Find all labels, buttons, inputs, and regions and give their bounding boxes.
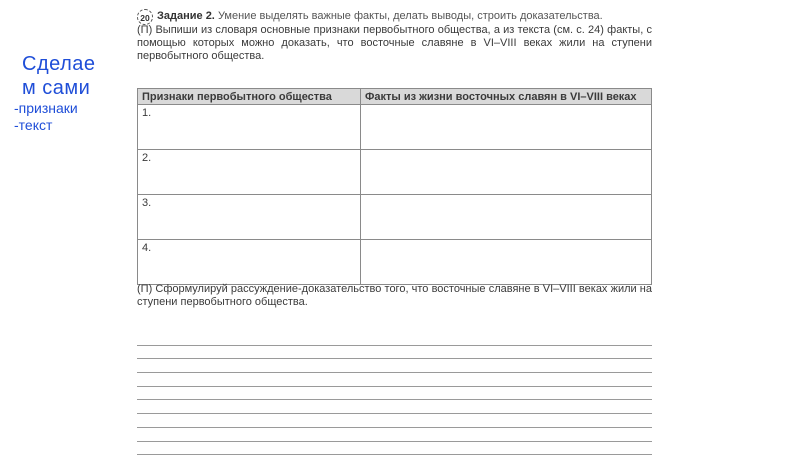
table-header-row — [138, 89, 652, 105]
table-row — [138, 150, 652, 195]
table-row — [138, 105, 652, 150]
table-cell-feature[interactable]: 1. — [138, 105, 361, 150]
table-cell-fact[interactable] — [361, 105, 652, 150]
answer-line[interactable] — [137, 428, 652, 442]
table-cell-feature[interactable]: 4. — [138, 240, 361, 285]
task-skill: Умение выделять важные факты, делать выводы, строить доказательства. — [218, 10, 603, 22]
task-label: Задание 2. — [157, 10, 215, 22]
task-number-badge: 20 — [137, 9, 153, 25]
workbook-page — [137, 10, 652, 63]
task-instruction: (П) Выпиши из словаря основные признаки первобытного общества, а из текста (см. с. 24) факты, с помощью которых можно доказать, что восточные славяне в VI–VIII веках жили на ступени первобытного общества. — [137, 24, 652, 63]
table-header-facts: Факты из жизни восточных славян в VI–VIII веках — [361, 89, 652, 105]
answer-line[interactable] — [137, 359, 652, 373]
table-header-features: Признаки первобытного общества — [138, 89, 361, 105]
answer-line[interactable] — [137, 400, 652, 414]
answer-line[interactable] — [137, 332, 652, 346]
answer-line[interactable] — [137, 373, 652, 387]
table-cell-fact[interactable] — [361, 150, 652, 195]
answer-lines — [137, 332, 652, 455]
answer-line[interactable] — [137, 442, 652, 455]
table-row — [138, 195, 652, 240]
task-header — [137, 10, 652, 23]
table-cell-feature[interactable]: 2. — [138, 150, 361, 195]
side-note-item-text: -текст — [12, 117, 122, 134]
side-note-title: Сделаем сами — [12, 52, 104, 100]
side-note — [12, 52, 122, 134]
answer-line[interactable] — [137, 346, 652, 360]
answer-table — [137, 88, 652, 285]
table-row — [138, 240, 652, 285]
answer-line[interactable] — [137, 387, 652, 401]
table-cell-fact[interactable] — [361, 240, 652, 285]
table-cell-feature[interactable]: 3. — [138, 195, 361, 240]
task-2-instruction: (П) Сформулируй рассуждение-доказательство того, что восточные славяне в VI–VIII веках жили на ступени первобытного общества. — [137, 283, 652, 309]
answer-line[interactable] — [137, 414, 652, 428]
side-note-item-features: -признаки — [12, 100, 122, 117]
table-cell-fact[interactable] — [361, 195, 652, 240]
